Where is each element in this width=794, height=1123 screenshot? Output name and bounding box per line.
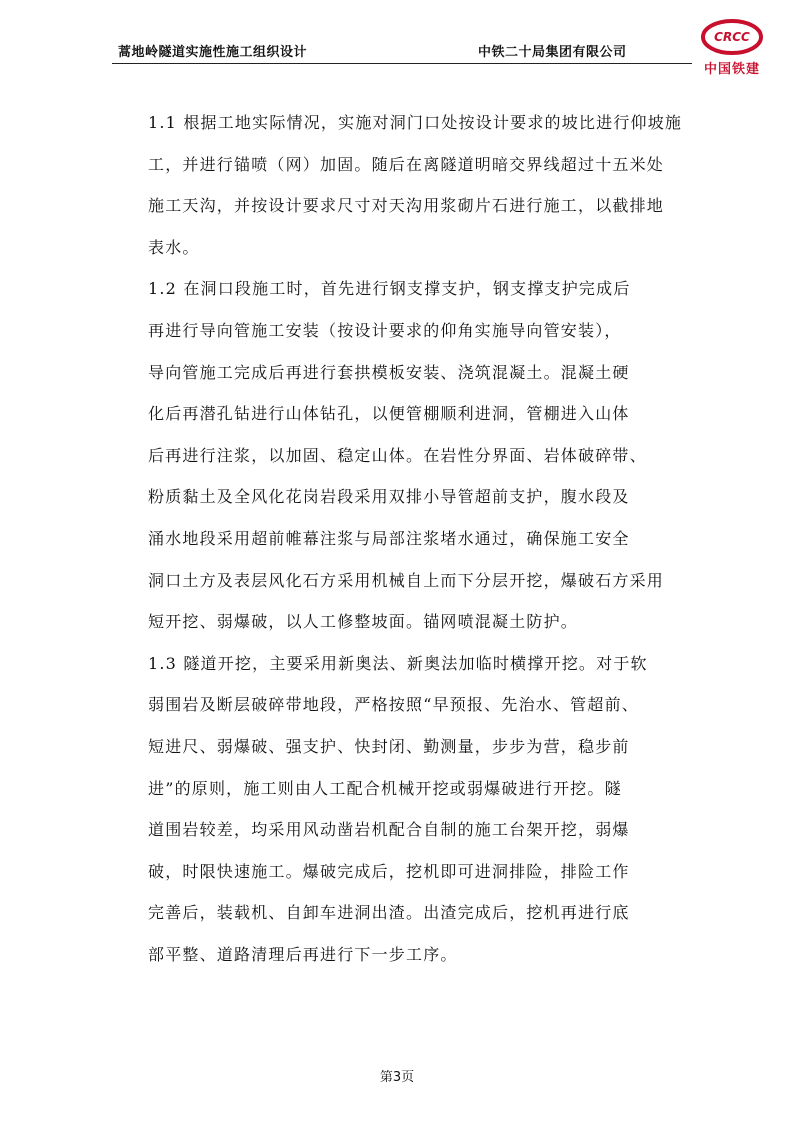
page-number: 第3页: [379, 1070, 415, 1085]
body-line: 短开挖、弱爆破，以人工修整坡面。锚网喷混凝土防护。: [148, 612, 579, 632]
body-line: 施工天沟，并按设计要求尺寸对天沟用浆砌片石进行施工，以截排地: [148, 196, 665, 216]
body-line: 短进尺、弱爆破、强支护、快封闭、勤测量，步步为营，稳步前: [148, 737, 630, 756]
body-line: 粉质黏土及全风化花岗岩段采用双排小导管超前支护，腹水段及: [148, 487, 630, 507]
body-line: 1.2 在洞口段施工时，首先进行钢支撑支护，钢支撑支护完成后: [148, 279, 631, 299]
body-line: 1.1 根据工地实际情况，实施对洞门口处按设计要求的坡比进行仰坡施: [148, 113, 683, 132]
logo-caption: 中国铁建: [703, 62, 760, 77]
body-line: 表水。: [148, 237, 200, 257]
body-line: 道围岩较差，均采用风动凿岩机配合自制的施工台架开挖，弱爆: [148, 820, 630, 840]
project-title: 蒿地岭隧道实施性施工组织设计: [118, 45, 308, 60]
body-line: 完善后，装载机、自卸车进洞出渣。出渣完成后，挖机再进行底: [148, 903, 630, 923]
body-line: 工，并进行锚喷（网）加固。随后在离隧道明暗交界线超过十五米处: [148, 154, 665, 174]
body-line: 后再进行注浆，以加固、稳定山体。在岩性分界面、岩体破碎带、: [148, 445, 647, 465]
body-line: 部平整、道路清理后再进行下一步工序。: [148, 945, 458, 964]
body-line: 弱围岩及断层破碎带地段，严格按照“早预报、先治水、管超前、: [148, 695, 639, 715]
body-line: 涌水地段采用超前帷幕注浆与局部注浆堵水通过，确保施工安全: [148, 529, 630, 548]
body-line: 1.3 隧道开挖，主要采用新奥法、新奥法加临时横撑开挖。对于软: [148, 653, 648, 673]
page-header: [0, 0, 794, 80]
body-line: 破，时限快速施工。爆破完成后，挖机即可进洞排险，排险工作: [148, 861, 630, 881]
crcc-logo: [692, 18, 772, 78]
logo-mark-text: CRCC: [714, 30, 750, 44]
body-line: 进”的原则，施工则由人工配合机械开挖或弱爆破进行开挖。隧: [148, 778, 622, 798]
body-line: 化后再潜孔钻进行山体钻孔，以便管棚顺利进洞，管棚进入山体: [148, 404, 630, 424]
body-line: 再进行导向管施工安装（按设计要求的仰角实施导向管安装），: [148, 321, 622, 340]
company-name: 中铁二十局集团有限公司: [478, 45, 627, 60]
crcc-logo-icon: [700, 18, 764, 56]
body-line: 导向管施工完成后再进行套拱模板安装、浇筑混凝土。混凝土硬: [148, 362, 630, 382]
header-divider: [112, 63, 692, 64]
body-line: 洞口土方及表层风化石方采用机械自上而下分层开挖，爆破石方采用: [148, 570, 665, 590]
